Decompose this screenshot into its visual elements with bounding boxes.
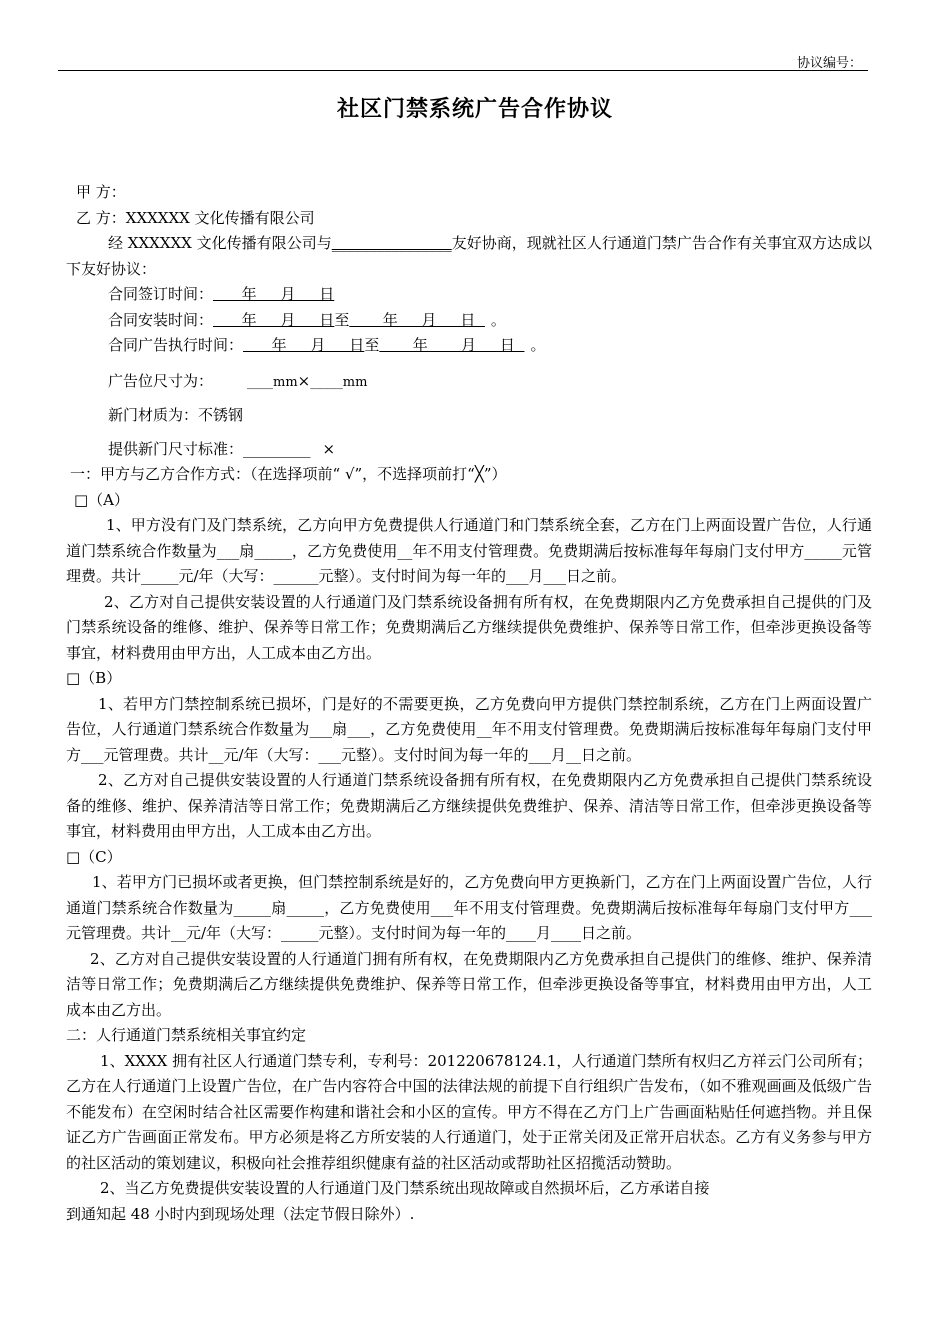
document-title: 社区门禁系统广告合作协议 xyxy=(336,96,613,122)
intro-text-b: 友好协商，现就社区人行通道门禁广告合作有关事宜双方达成以下友好协议： xyxy=(66,234,872,278)
door-size-times: × xyxy=(322,439,336,458)
ad-size-width: ____mm xyxy=(247,374,298,390)
contract-exec-time xyxy=(66,333,872,359)
document-body xyxy=(66,180,872,1227)
intro-text-a: 经 XXXXXX 文化传播有限公司与 xyxy=(108,234,332,252)
exec-to-word: 至 xyxy=(364,336,380,354)
install-label: 合同安装时间： xyxy=(108,310,214,329)
install-period: 。 xyxy=(490,310,506,329)
exec-to: 年 月 日 xyxy=(379,336,525,354)
section2-heading: 二：人行通道门禁系统相关事宜约定 xyxy=(66,1026,307,1044)
install-from: 年 月 日 xyxy=(213,310,335,329)
option-a-checkbox[interactable]: □（A） xyxy=(74,490,130,509)
sign-value: 年 月 日 xyxy=(213,285,335,303)
option-b-clause-1: 1、若甲方门禁控制系统已损坏，门是好的不需要更换，乙方免费向甲方提供门禁控制系统，乙方在门上两面设置广告位，人行通道门禁系统合作数量为___扇___，乙方免费使用__年不用支付管理费。免费期满后按标准每年每扇门支付甲方___元管理费。共计__元/年（大写：___元整）。支付时间为每一年的___月__日之前。 xyxy=(66,694,872,764)
option-b-clause-2: 2、乙方对自己提供安装设置的人行通道门禁系统设备拥有所有权，在免费期限内乙方免费承担自己提供门禁系统设备的维修、维护、保养清洁等日常工作；免费期满后乙方继续提供免费维护、保养、清洁等日常工作，但牵涉更换设备等事宜，材料费用由甲方出，人工成本由乙方出。 xyxy=(66,771,872,840)
section2-clause-2-line2: 到通知起 48 小时内到现场处理（法定节假日除外）. xyxy=(66,1204,415,1223)
door-material: 新门材质为：不锈钢 xyxy=(108,406,244,424)
install-to-word: 至 xyxy=(334,310,350,329)
ad-size xyxy=(66,369,872,396)
party-a: 甲 方： xyxy=(76,183,126,201)
exec-period: 。 xyxy=(530,336,546,354)
party-b: 乙 方：XXXXXX 文化传播有限公司 xyxy=(76,208,315,227)
intro-paragraph xyxy=(66,231,872,282)
contract-install-time xyxy=(66,308,872,334)
exec-from: 年 月 日 xyxy=(243,336,365,354)
option-a-clause-1: 1、甲方没有门及门禁系统，乙方向甲方免费提供人行通道门和门禁系统全套，乙方在门上两面设置广告位，人行通道门禁系统合作数量为___扇_____，乙方免费使用__年不用支付管理费。免费期满后按标准每年每扇门支付甲方_____元管理费。共计_____元/年（大写：______元整）。支付时间为每一年的___月___日之前。 xyxy=(66,516,872,585)
section2-clause-2-line1: 2、当乙方免费提供安装设置的人行通道门及门禁系统出现故障或自然损坏后，乙方承诺自接 xyxy=(100,1179,710,1197)
door-size xyxy=(66,437,872,463)
door-size-blank: _________ xyxy=(243,439,311,458)
option-b-checkbox[interactable]: □（B） xyxy=(66,669,122,687)
exec-label: 合同广告执行时间： xyxy=(108,336,244,354)
sign-label: 合同签订时间： xyxy=(108,285,214,303)
install-to: 年 月 日 xyxy=(349,310,485,329)
option-c-clause-2: 2、乙方对自己提供安装设置的人行通道门拥有所有权，在免费期限内乙方免费承担自己提供门的维修、维护、保养清洁等日常工作；免费期满后乙方继续提供免费维护、保养等日常工作，但牵涉更换设备等事宜，材料费用由甲方出，人工成本由乙方出。 xyxy=(66,949,872,1019)
ad-size-times: × xyxy=(297,371,311,390)
option-a-clause-2: 2、乙方对自己提供安装设置的人行通道门及门禁系统设备拥有所有权，在免费期限内乙方免费承担自己提供的门及门禁系统设备的维修、维护、保养等日常工作；免费期满后乙方继续提供免费维护、保养等日常工作，但牵涉更换设备等事宜，材料费用由甲方出，人工成本由乙方出。 xyxy=(66,592,872,662)
section1-heading: 一：甲方与乙方合作方式：（在选择项前“ √”，不选择项前打“╳”） xyxy=(70,465,507,483)
header-divider xyxy=(58,70,868,71)
intro-blank: ________________ xyxy=(331,234,452,252)
contract-sign-time xyxy=(66,282,872,308)
ad-size-height: _____mm xyxy=(310,374,368,390)
agreement-number-label: 协议编号： xyxy=(796,56,862,71)
ad-size-label: 广告位尺寸为： xyxy=(108,371,214,390)
option-c-clause-1: 1、若甲方门已损坏或者更换，但门禁控制系统是好的，乙方免费向甲方更换新门，乙方在门上两面设置广告位，人行通道门禁系统合作数量为_____扇_____，乙方免费使用___年不用支付管理费。免费期满后按标准每年每扇门支付甲方___元管理费。共计__元/年（大写：_____元整）。支付时间为每一年的____月____日之前。 xyxy=(66,873,872,942)
door-size-label: 提供新门尺寸标准： xyxy=(108,439,244,458)
option-c-checkbox[interactable]: □（C） xyxy=(66,847,122,866)
section2-clause-1: 1、XXXX 拥有社区人行通道门禁专利，专利号：201220678124.1，人行通道门禁所有权归乙方祥云门公司所有；乙方在人行通道门上设置广告位，在广告内容符合中国的法律法规的前提下自行组织广告发布，（如不雅观画画及低级广告不能发布）在空闲时结合社区需要作构建和谐社会和小区的宣传。甲方不得在乙方门上广告画面粘贴任何遮挡物。并且保证乙方广告画面正常发布。甲方必须是将乙方所安装的人行通道门，处于正常关闭及正常开启状态。乙方有义务参与甲方的社区活动的策划建议，积极向社会推荐组织健康有益的社区活动或帮助社区招揽活动赞助。 xyxy=(66,1051,872,1172)
